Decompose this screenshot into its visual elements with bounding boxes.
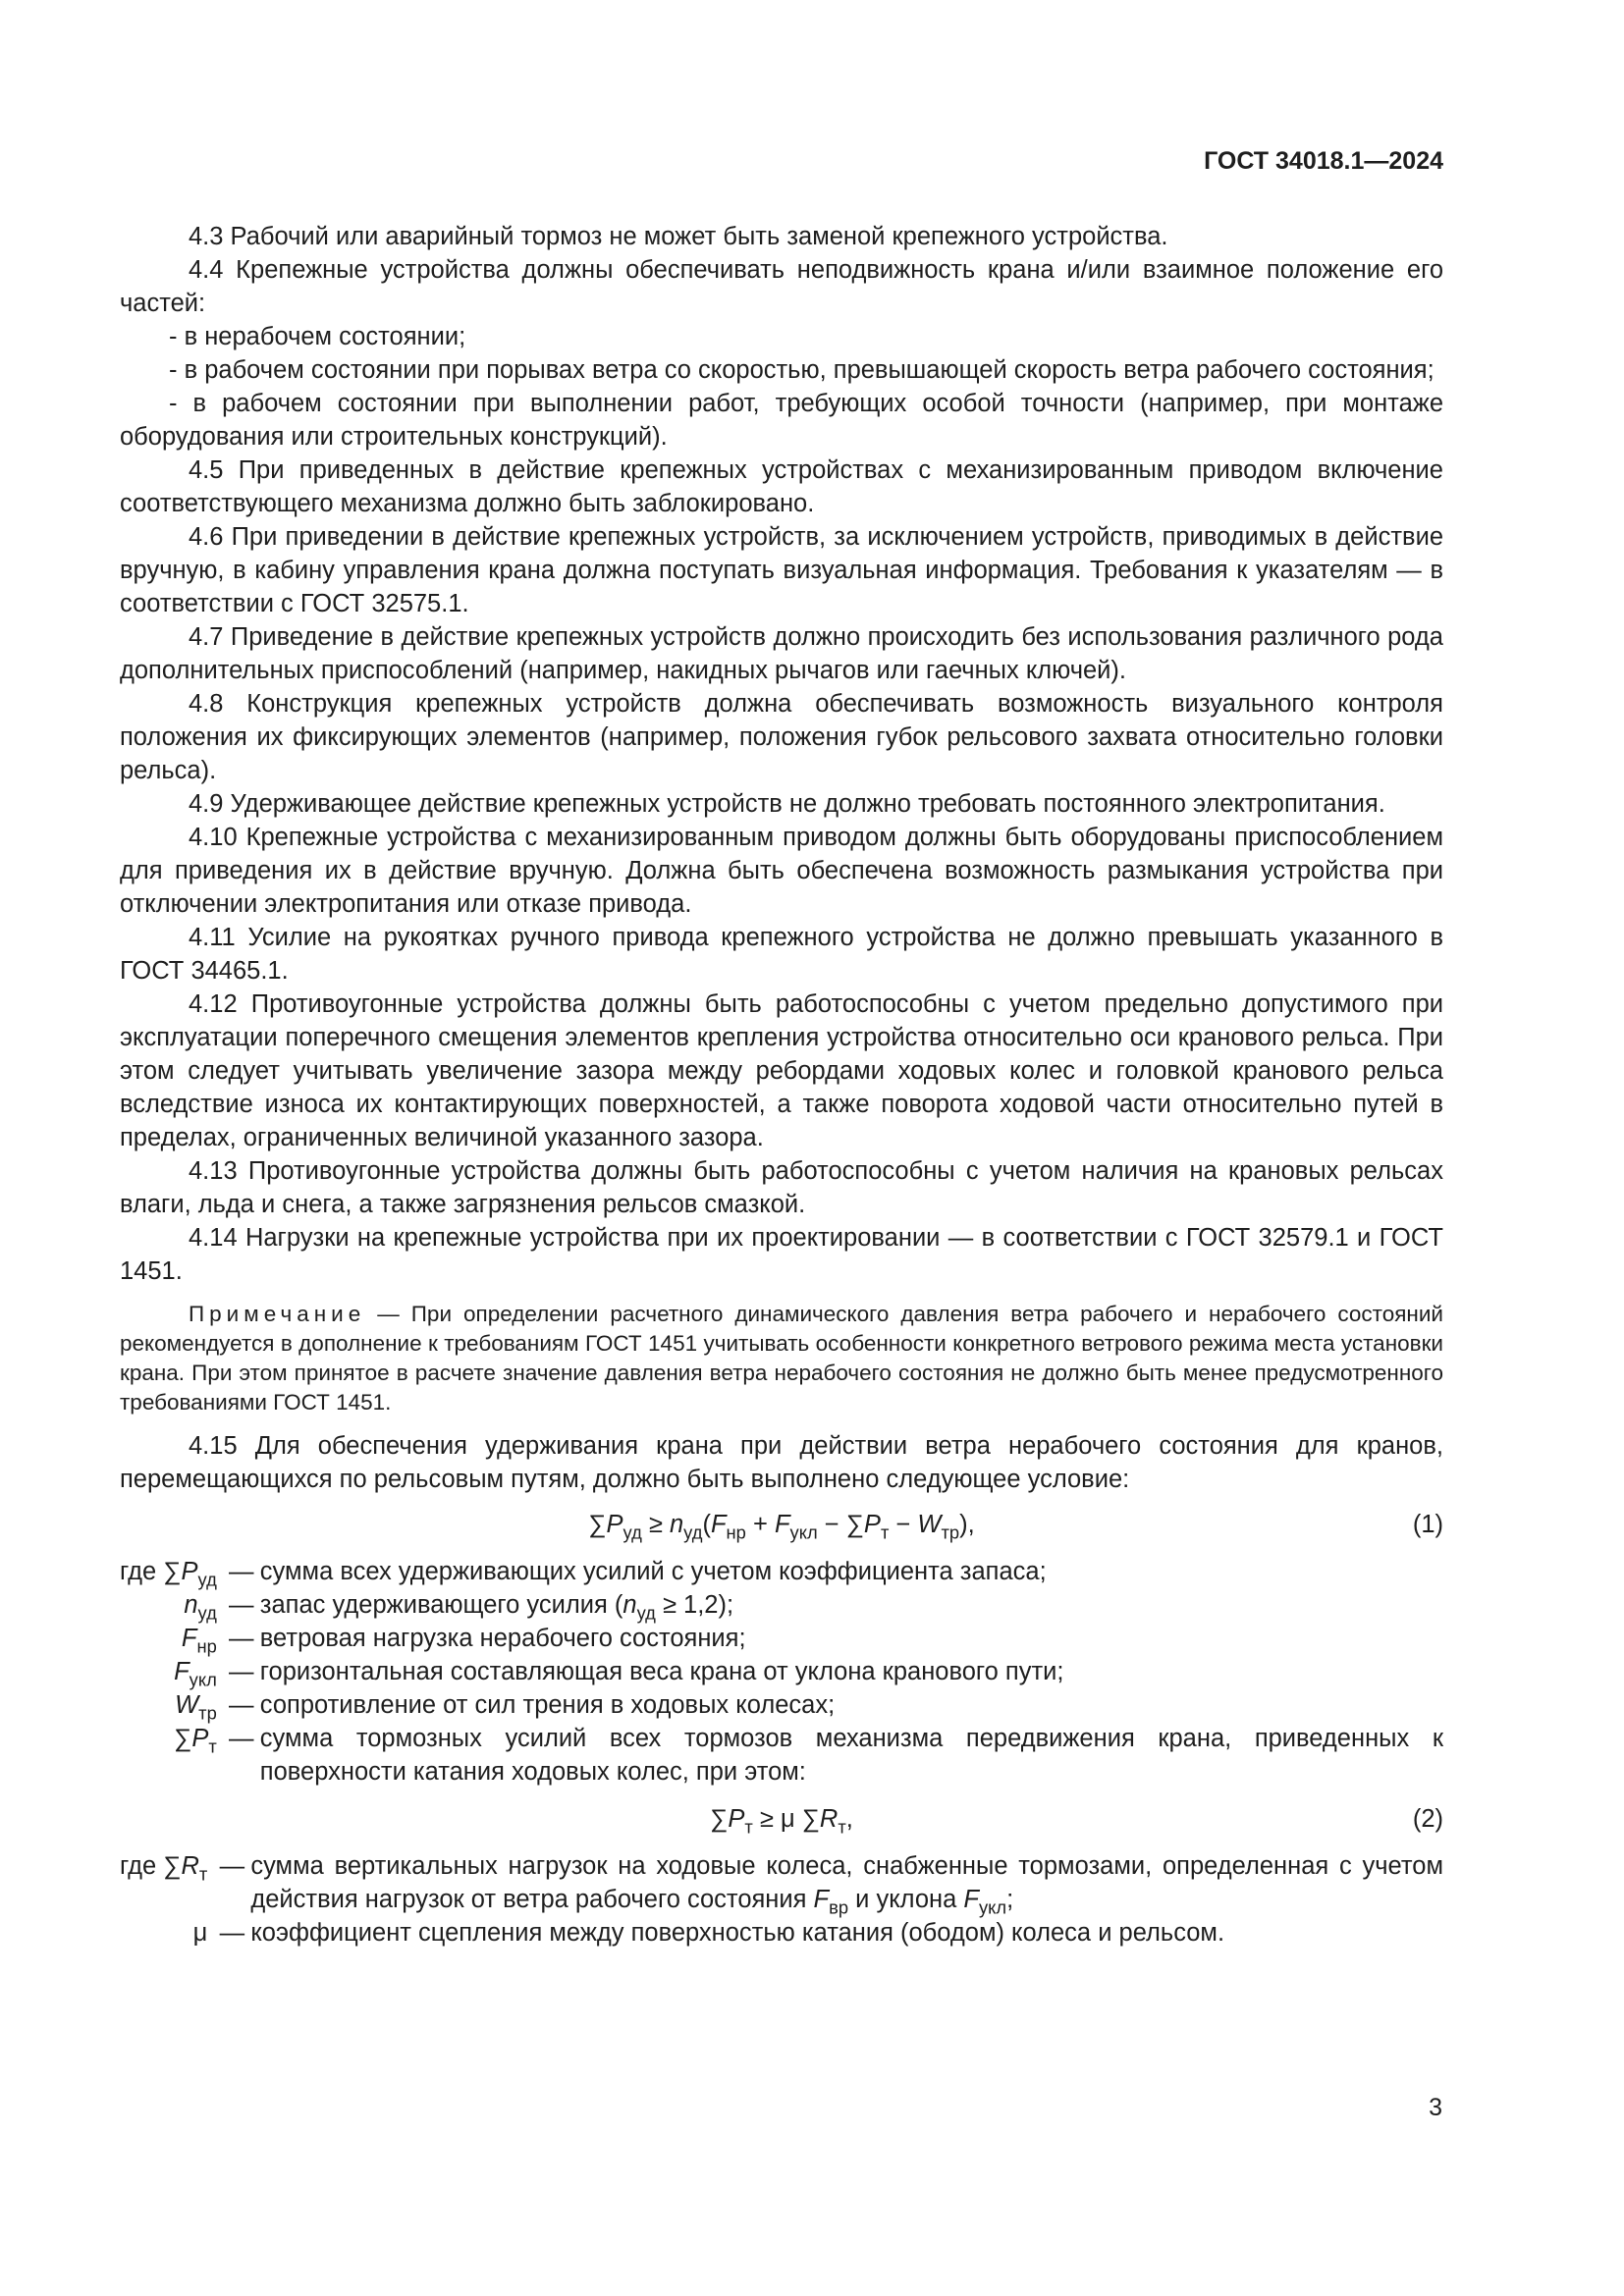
clause-4-6: 4.6 При приведении в действие крепежных устройств, за исключением устройств, приводимых в действие вручную, в кабину управления крана должна поступать визуальная информация. Требования к указателям — в соответствии с ГОСТ 32575.1.	[120, 523, 1443, 617]
legend-row: где $\sum R_т$ — сумма вертикальных нагрузок на ходовые колеса, снабженные тормозами, определенная с учетом действия нагрузок от ветра рабочего состояния $F_{вр}$ и уклона $F_{укл}$;	[120, 1852, 1443, 1918]
clause-4-10: 4.10 Крепежные устройства с механизированным приводом должны быть оборудованы приспособлением для приведения их в действие вручную. Должна быть обеспечена возможность размыкания устройства при отключении электропитания или отказе привода.	[120, 824, 1443, 918]
note-text: — При определении расчетного динамического давления ветра рабочего и нерабочего состояний рекомендуется в дополнение к требованиям ГОСТ 1451 учитывать особенности конкретного ветрового режима места установки крана. При этом принятое в расчете значение давления ветра нерабочего состояния не должно быть менее предусмотренного требованиями ГОСТ 1451.	[120, 1302, 1443, 1415]
legend-row: $F_{нр}$ — ветровая нагрузка нерабочего состояния;	[181, 1625, 746, 1657]
list-item: - в нерабочем состоянии;	[169, 323, 466, 350]
document-header: ГОСТ 34018.1—2024	[1204, 147, 1443, 175]
clause-4-12: 4.12 Противоугонные устройства должны быть работоспособны с учетом предельно допустимого при эксплуатации поперечного смещения элементов крепления устройства относительно оси кранового рельса. При этом следует учитывать увеличение зазора между ребордами ходовых колес и головкой кранового рельса вследствие износа их контактирующих поверхностей, а также поворота ходовой части относительно путей в пределах, ограниченных величиной указанного зазора.	[120, 990, 1443, 1151]
clause-4-15: 4.15 Для обеспечения удерживания крана при действии ветра нерабочего состояния для кранов, перемещающихся по рельсовым путям, должно быть выполнено следующее условие:	[120, 1432, 1443, 1493]
legend-row: $\sum P_т$ — сумма тормозных усилий всех тормозов механизма передвижения крана, приведенных к поверхности катания ходовых колес, при этом:	[174, 1725, 1443, 1786]
legend-row: $n_{уд}$ — запас удерживающего усилия $(n_{уд} \ge 1,2)$;	[184, 1591, 734, 1624]
legend-row: $F_{укл}$ — горизонтальная составляющая веса крана от уклона кранового пути;	[174, 1658, 1064, 1690]
list-item: - в рабочем состоянии при порывах ветра со скоростью, превышающей скорость ветра рабочего состояния;	[169, 356, 1435, 384]
formula-1-legend	[120, 1555, 1443, 1789]
note-label: Примечание	[189, 1302, 366, 1326]
clause-4-11: 4.11 Усилие на рукоятках ручного привода крепежного устройства не должно превышать указанного в ГОСТ 34465.1.	[120, 924, 1443, 985]
page-content	[120, 220, 1443, 1963]
list-item: - в рабочем состоянии при выполнении работ, требующих особой точности (например, при монтаже оборудования или строительных конструкций).	[120, 390, 1443, 451]
formula-1	[120, 1508, 1443, 1541]
clause-4-7: 4.7 Приведение в действие крепежных устройств должно происходить без использования различного рода дополнительных приспособлений (например, накидных рычагов или гаечных ключей).	[120, 623, 1443, 684]
formula-2-number: (2)	[1412, 1805, 1443, 1833]
clause-4-9: 4.9 Удерживающее действие крепежных устройств не должно требовать постоянного электропитания.	[189, 790, 1385, 818]
formula-1-number: (1)	[1412, 1511, 1443, 1538]
clause-4-14: 4.14 Нагрузки на крепежные устройства при их проектировании — в соответствии с ГОСТ 32579.1 и ГОСТ 1451.	[120, 1224, 1443, 1285]
clause-4-8: 4.8 Конструкция крепежных устройств должна обеспечивать возможность визуального контроля положения их фиксирующих элементов (например, положения губок рельсового захвата относительно головки рельса).	[120, 690, 1443, 784]
formula-1-expression: $\sum P_{уд} \ge n_{уд}(F_{нр} + F_{укл} - \sum P_т - W_{тр})$,	[588, 1511, 975, 1543]
legend-row: μ — коэффициент сцепления между поверхностью катания (ободом) колеса и рельсом.	[192, 1919, 1225, 1947]
clause-4-13: 4.13 Противоугонные устройства должны быть работоспособны с учетом наличия на крановых рельсах влаги, льда и снега, а также загрязнения рельсов смазкой.	[120, 1157, 1443, 1218]
formula-2	[120, 1802, 1443, 1836]
clause-4-4: 4.4 Крепежные устройства должны обеспечивать неподвижность крана и/или взаимное положение его частей:	[120, 256, 1443, 317]
clause-4-5: 4.5 При приведенных в действие крепежных устройствах с механизированным приводом включение соответствующего механизма должно быть заблокировано.	[120, 456, 1443, 517]
clause-4-3: 4.3 Рабочий или аварийный тормоз не может быть заменой крепежного устройства.	[189, 223, 1168, 250]
page-number: 3	[1429, 2094, 1442, 2121]
legend-row: $W_{тр}$ — сопротивление от сил трения в ходовых колесах;	[175, 1691, 836, 1724]
legend-row: где $\sum P_{уд}$ — сумма всех удерживающих усилий с учетом коэффициента запаса;	[120, 1558, 1047, 1590]
formula-2-legend	[120, 1849, 1443, 1949]
note	[120, 1300, 1443, 1417]
formula-2-expression: $\sum P_т \ge \mu$ $\sum R_т$,	[710, 1805, 853, 1838]
